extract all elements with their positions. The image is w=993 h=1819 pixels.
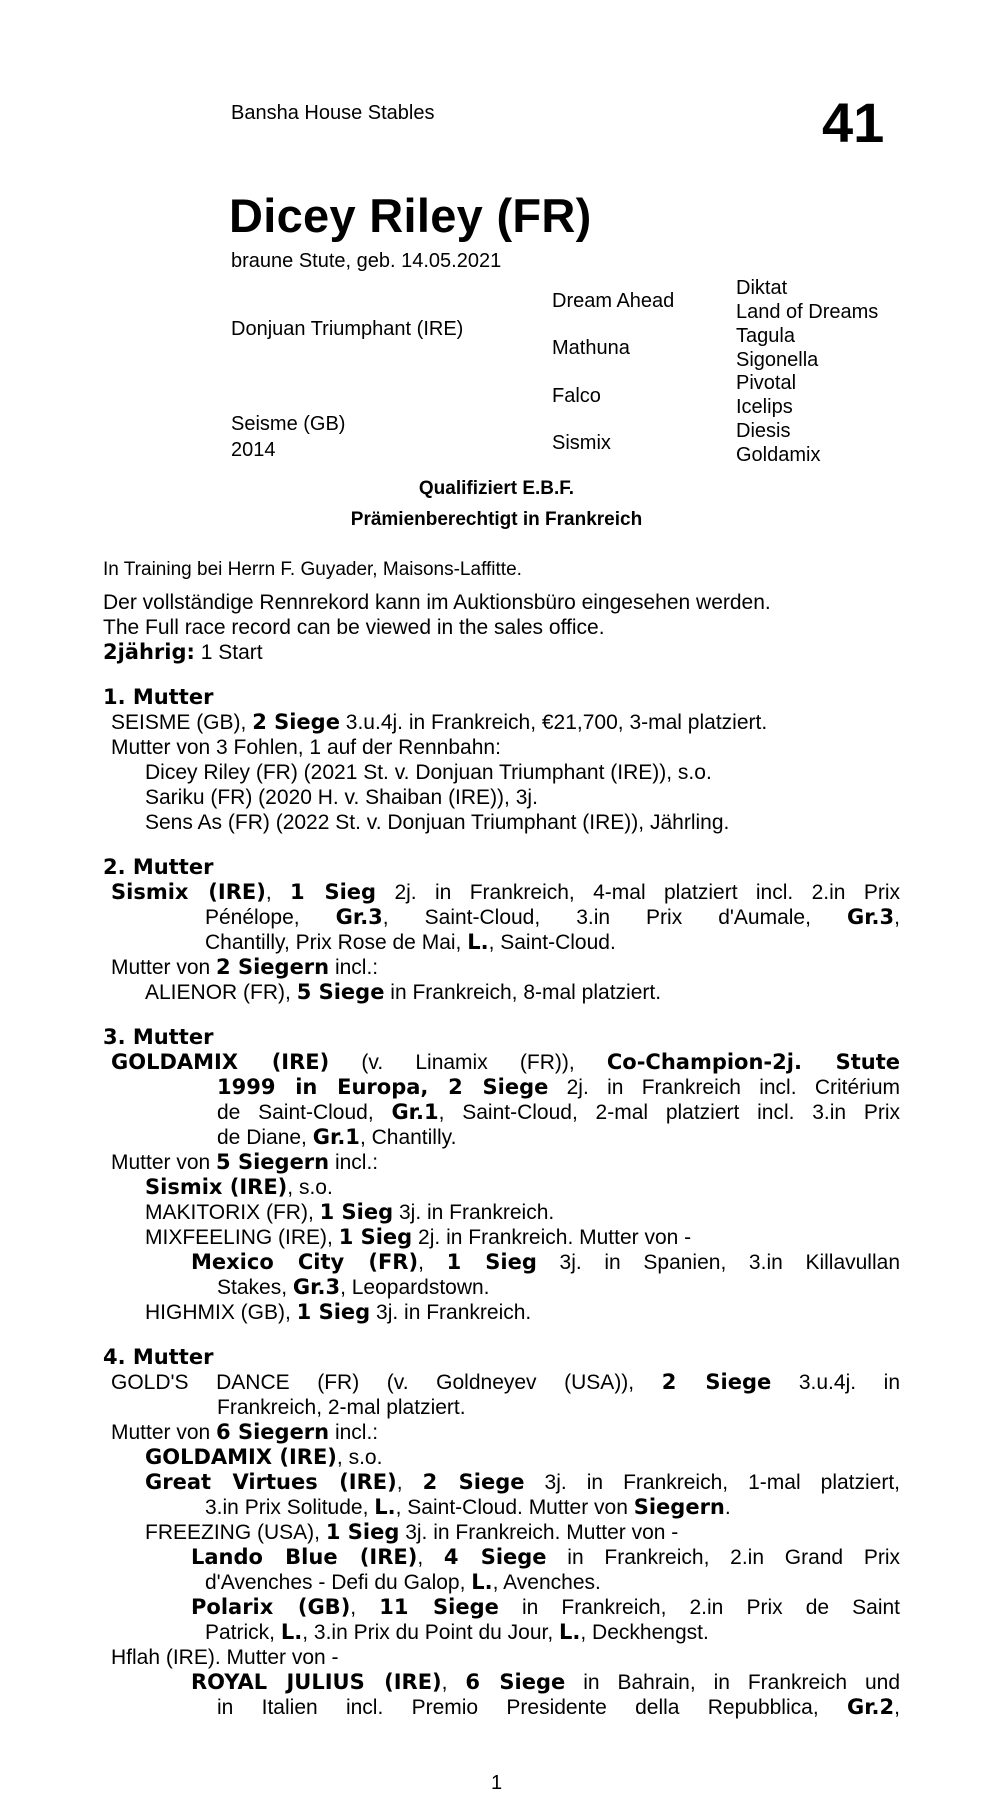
text: , — [894, 906, 900, 929]
starts-label: 2jährig: — [103, 640, 195, 664]
text: 3j. in Frankreich. — [393, 1201, 555, 1224]
text: , Avenches. — [492, 1571, 601, 1594]
produce-item: Hflah (IRE). Mutter von - — [111, 1646, 339, 1669]
dam-line-cont — [103, 930, 900, 955]
dam-line — [103, 880, 900, 905]
qualification-ebf: Qualifiziert E.B.F. — [418, 478, 575, 499]
text: in Frankreich, 8-mal platziert. — [384, 981, 662, 1004]
text: 3j. in Frankreich. — [370, 1301, 532, 1324]
listed: L. — [467, 930, 489, 954]
produce-item-cont — [103, 1275, 900, 1300]
text: 3j. in Spanien, 3.in Killavullan — [536, 1251, 900, 1274]
wins: 1 Sieg — [296, 1300, 371, 1324]
produce-item — [103, 1445, 900, 1470]
text: MAKITORIX (FR), — [145, 1201, 320, 1224]
wins: 1 Sieg — [290, 880, 377, 904]
text: (v. Linamix (FR)), — [329, 1051, 607, 1074]
text: , Saint-Cloud, 3.in Prix d'Aumale, — [382, 906, 847, 929]
dam-line-cont — [103, 1100, 900, 1125]
produce-item-grandchild — [103, 1250, 900, 1275]
wins: 1 Sieg — [338, 1225, 413, 1249]
text: in Frankreich, 2.in Grand Prix — [546, 1546, 901, 1569]
wins: 2 Siege — [661, 1370, 772, 1394]
produce-summary — [103, 1420, 900, 1445]
wins: 11 Siege — [379, 1595, 499, 1619]
section-title: 2. Mutter — [103, 855, 214, 879]
lot-number: 41 — [822, 91, 885, 154]
produce-item — [103, 1175, 900, 1200]
text: , — [396, 1471, 423, 1494]
pedigree-great-grandparent: Icelips — [736, 396, 793, 418]
winners: 2 Siegern — [216, 955, 330, 979]
pedigree-great-grandparent: Diktat — [736, 277, 788, 299]
text: , s.o. — [336, 1446, 383, 1469]
text: , Saint-Cloud, 2-mal platziert incl. 3.in Prix — [438, 1101, 900, 1124]
horse-description: braune Stute, geb. 14.05.2021 — [231, 250, 502, 272]
text: de Diane, — [217, 1126, 313, 1149]
text: 3.in Prix Solitude, — [205, 1496, 375, 1519]
text: in Italien incl. Premio Presidente della Repubblica, — [217, 1696, 847, 1719]
grade: Gr.3 — [292, 1275, 341, 1299]
training-note: In Training bei Herrn F. Guyader, Maisons-Laffitte. — [103, 559, 522, 580]
dam-record: 3.u.4j. in Frankreich, €21,700, 3-mal platziert. — [339, 711, 768, 734]
record-note-de: Der vollständige Rennrekord kann im Auktionsbüro eingesehen werden. — [103, 591, 771, 614]
pedigree-great-grandparent: Sigonella — [736, 349, 819, 371]
pedigree-great-grandparent: Land of Dreams — [736, 301, 879, 323]
text: 2j. in Frankreich incl. Critérium — [548, 1076, 900, 1099]
text: Patrick, — [205, 1621, 281, 1644]
produce-item — [103, 1300, 900, 1325]
starts-line — [103, 640, 900, 665]
text: incl.: — [329, 1421, 379, 1444]
pedigree-grandparent: Mathuna — [552, 337, 630, 359]
dam-1-section — [103, 685, 900, 835]
text: , — [350, 1596, 380, 1619]
text: in Frankreich, 2.in Prix de Saint — [498, 1596, 900, 1619]
text: de Saint-Cloud, — [217, 1101, 392, 1124]
text: , 3.in Prix du Point du Jour, — [302, 1621, 560, 1644]
text: MIXFEELING (IRE), — [145, 1226, 339, 1249]
text: , s.o. — [287, 1176, 333, 1199]
grade: Gr.3 — [846, 905, 895, 929]
text: GOLDAMIX (IRE) — [145, 1445, 337, 1469]
produce-item — [103, 1200, 900, 1225]
text: Mutter von — [111, 1421, 217, 1444]
wins: 5 Siege — [296, 980, 385, 1004]
text: Stakes, — [217, 1276, 293, 1299]
produce-item-cont — [103, 1570, 900, 1595]
pedigree-grandparent: Sismix — [552, 432, 611, 454]
text: , Saint-Cloud. — [488, 931, 616, 954]
dam-name: SEISME (GB), — [111, 711, 253, 734]
dam-2-section — [103, 855, 900, 1005]
dam-record: 2j. in Frankreich, 4-mal platziert incl. 2.in Prix — [376, 881, 900, 904]
wins: 2 Siege — [252, 710, 340, 734]
produce-item — [103, 1225, 900, 1250]
dam-line-cont: Frankreich, 2-mal platziert. — [217, 1396, 466, 1419]
record-note-en: The Full race record can be viewed in the sales office. — [103, 616, 605, 639]
text: 3j. in Frankreich, 1-mal platziert, — [524, 1471, 901, 1494]
champion: 1999 in Europa, 2 Siege — [217, 1075, 549, 1099]
dam-line — [103, 710, 900, 735]
produce-item: Sens As (FR) (2022 St. v. Donjuan Triumphant (IRE)), Jährling. — [145, 811, 730, 834]
produce-summary — [103, 1150, 900, 1175]
dam-line-cont — [103, 905, 900, 930]
text: GOLD'S DANCE (FR) (v. Goldneyev (USA)), — [111, 1371, 662, 1394]
listed: L. — [559, 1620, 581, 1644]
produce-item: Sariku (FR) (2020 H. v. Shaiban (IRE)), 3j. — [145, 786, 538, 809]
dam-4-section — [103, 1345, 900, 1720]
text: incl.: — [329, 956, 379, 979]
produce-summary: Mutter von 3 Fohlen, 1 auf der Rennbahn: — [111, 736, 501, 759]
produce-item-cont — [103, 1495, 900, 1520]
wins: 6 Siege — [465, 1670, 566, 1694]
listed: L. — [471, 1570, 493, 1594]
text: FREEZING (USA), — [145, 1521, 326, 1544]
text: 3j. in Frankreich. Mutter von - — [399, 1521, 679, 1544]
produce-item: Dicey Riley (FR) (2021 St. v. Donjuan Triumphant (IRE)), s.o. — [145, 761, 712, 784]
dam-3-section — [103, 1025, 900, 1325]
produce-item-cont — [103, 1695, 900, 1720]
text: Mutter von — [111, 956, 217, 979]
pedigree-sire: Donjuan Triumphant (IRE) — [231, 318, 464, 340]
text: Chantilly, Prix Rose de Mai, — [205, 931, 468, 954]
text: , — [418, 1251, 447, 1274]
produce-item-grandchild — [103, 1545, 900, 1570]
text: Mexico City (FR) — [191, 1250, 419, 1274]
text: , — [441, 1671, 466, 1694]
text: . — [724, 1496, 731, 1519]
produce-item-grandchild — [103, 1595, 900, 1620]
text: , Saint-Cloud. Mutter von — [395, 1496, 634, 1519]
produce-summary — [103, 955, 900, 980]
text: , Chantilly. — [359, 1126, 457, 1149]
text: ROYAL JULIUS (IRE) — [191, 1670, 442, 1694]
pedigree-dam: Seisme (GB) — [231, 413, 346, 435]
produce-item — [103, 980, 900, 1005]
dam-line — [103, 1050, 900, 1075]
text: 2j. in Frankreich. Mutter von - — [412, 1226, 692, 1249]
wins: 1 Sieg — [319, 1200, 394, 1224]
catalogue-body — [103, 590, 900, 1720]
wins: 2 Siege — [422, 1470, 525, 1494]
produce-item-cont — [103, 1620, 900, 1645]
grade: Gr.2 — [846, 1695, 895, 1719]
page-number: 1 — [490, 1772, 503, 1794]
wins: 4 Siege — [443, 1545, 547, 1569]
winners: Siegern — [633, 1495, 725, 1519]
text: , — [894, 1696, 900, 1719]
pedigree-grandparent: Falco — [552, 385, 601, 407]
text: ALIENOR (FR), — [145, 981, 297, 1004]
pedigree-great-grandparent: Goldamix — [736, 444, 821, 466]
listed: L. — [280, 1620, 303, 1644]
winners: 6 Siegern — [216, 1420, 330, 1444]
produce-item — [103, 1520, 900, 1545]
text: HIGHMIX (GB), — [145, 1301, 297, 1324]
dam-line-cont — [103, 1075, 900, 1100]
pedigree-great-grandparent: Diesis — [736, 420, 791, 442]
produce-item — [103, 1470, 900, 1495]
grade: Gr.3 — [335, 905, 383, 929]
section-title: 1. Mutter — [103, 685, 214, 709]
grade: Gr.1 — [391, 1100, 439, 1124]
section-title: 3. Mutter — [103, 1025, 214, 1049]
section-title: 4. Mutter — [103, 1345, 214, 1369]
text: , Leopardstown. — [340, 1276, 490, 1299]
text: Lando Blue (IRE) — [191, 1545, 418, 1569]
champion: Co-Champion-2j. Stute — [606, 1050, 900, 1074]
text: 3.u.4j. in — [771, 1371, 900, 1394]
text: Pénélope, — [205, 906, 336, 929]
pedigree-great-grandparent: Pivotal — [736, 372, 797, 394]
listed: L. — [374, 1495, 396, 1519]
text: , Deckhengst. — [580, 1621, 709, 1644]
pedigree-grandparent: Dream Ahead — [552, 290, 675, 312]
text: , — [417, 1546, 444, 1569]
horse-name: Dicey Riley (FR) — [229, 189, 592, 242]
grade: Gr.1 — [312, 1125, 360, 1149]
wins: 1 Sieg — [446, 1250, 537, 1274]
starts-value: 1 Start — [194, 641, 263, 664]
qualification-premium: Prämienberechtigt in Frankreich — [350, 509, 643, 530]
dam-name: GOLDAMIX (IRE) — [111, 1050, 330, 1074]
separator: , — [265, 881, 291, 904]
dam-line — [103, 1370, 900, 1395]
winners: 5 Siegern — [216, 1150, 330, 1174]
text: in Bahrain, in Frankreich und — [565, 1671, 901, 1694]
dam-name: Sismix (IRE) — [111, 880, 266, 904]
text: Sismix (IRE) — [145, 1175, 288, 1199]
produce-item-grandchild — [103, 1670, 900, 1695]
text: Polarix (GB) — [191, 1595, 351, 1619]
vendor-name: Bansha House Stables — [231, 102, 435, 124]
text: Great Virtues (IRE) — [145, 1470, 397, 1494]
text: Mutter von — [111, 1151, 217, 1174]
text: incl.: — [329, 1151, 379, 1174]
dam-line-cont — [103, 1125, 900, 1150]
pedigree-dam-year: 2014 — [231, 439, 276, 461]
wins: 1 Sieg — [325, 1520, 400, 1544]
text: d'Avenches - Defi du Galop, — [205, 1571, 472, 1594]
pedigree-great-grandparent: Tagula — [736, 325, 795, 347]
